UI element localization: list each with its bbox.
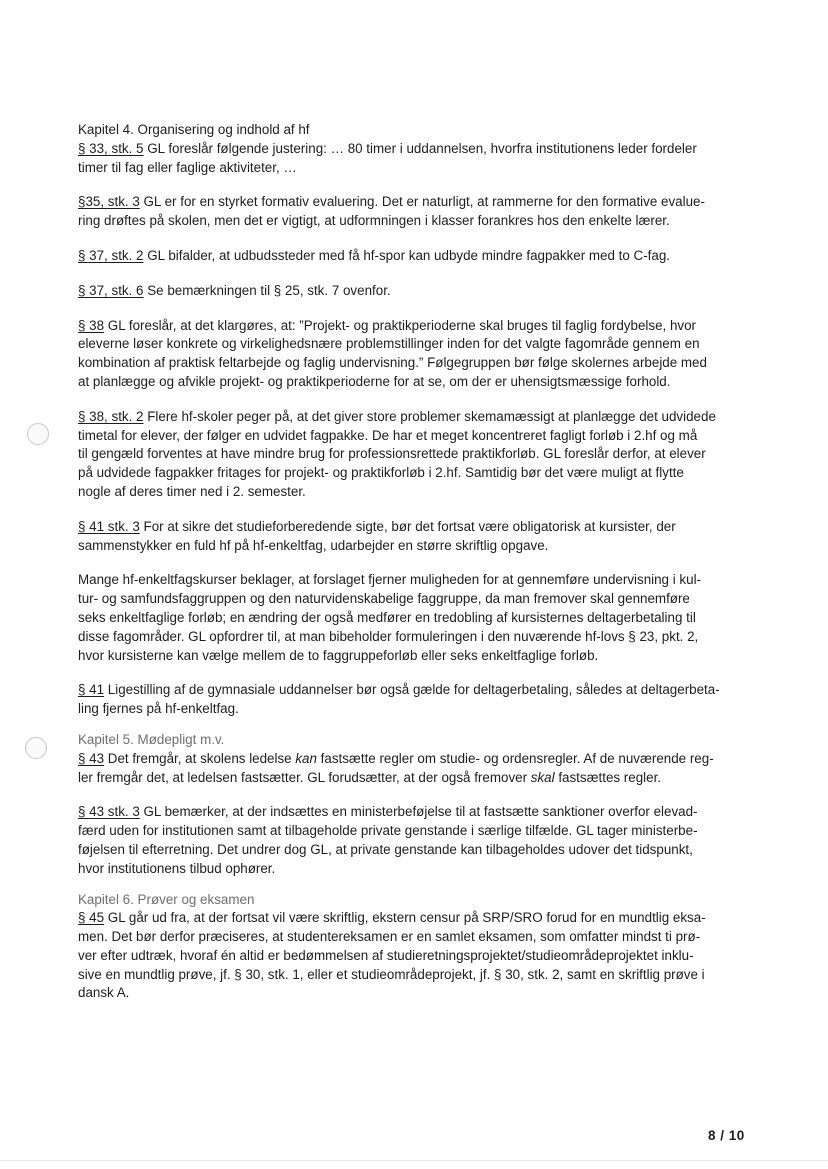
section-ref: § 41 — [78, 682, 105, 698]
paragraph-37-2: § 37, stk. 2 GL bifalder, at udbudssteder med få hf-spor kan udbyde mindre fagpakker med to C-fag. — [78, 247, 671, 263]
section-ref: § 41 stk. 3 — [78, 518, 140, 534]
paragraph-45: § 45 GL går ud fra, at der fortsat vil være skriftlig, ekstern censur på SRP/SRO forud for en mundtlig eksa- men. Det bør derfor præciseres, at studentereksamen er en samlet eksamen, som omfatter mindst ti prø- ver efter udtræk, hvoraf én altid er bedømmelsen af studieretningsprojektet/studieområdeprojektet inklu- sive en mundtlig prøve, jf. § 30, stk. 1, eller et studieområdeprojekt, jf. § 30, stk. 2, samt en skriftlig prøve i dansk A. — [78, 910, 706, 1001]
chapter-5-heading: Kapitel 5. Mødepligt m.v. — [78, 731, 225, 747]
paragraph-43: § 43 Det fremgår, at skolens ledelse kan fastsætte regler om studie- og ordensregler. Af de nuværende reg- ler fremgår det, at ledelsen fastsætter. GL forudsætter, at der også fremover skal fastsættes regler. — [78, 750, 714, 785]
paragraph-37-6: § 37, stk. 6 Se bemærkningen til § 25, stk. 7 ovenfor. — [78, 282, 391, 298]
section-ref: § 37, stk. 2 — [78, 247, 144, 263]
section-ref: § 38, stk. 2 — [78, 408, 144, 424]
paragraph-35-3: §35, stk. 3 GL er for en styrket formativ evaluering. Det er naturligt, at rammerne for den formative evalue- ring drøftes på skolen, men det er vigtigt, at udformningen i klasser forankres hos den enkelte lærer. — [78, 194, 705, 229]
punch-hole-upper — [27, 423, 49, 445]
section-ref: § 33, stk. 5 — [78, 140, 144, 156]
paragraph-41: § 41 Ligestilling af de gymnasiale uddannelser bør også gælde for deltagerbetaling, således at deltagerbeta- ling fjernes på hf-enkeltfag. — [78, 682, 720, 717]
section-ref: § 38 — [78, 317, 105, 333]
paragraph-43-3: § 43 stk. 3 GL bemærker, at der indsættes en ministerbeføjelse til at fastsætte sanktioner overfor elevad- færd uden for institutionen samt at tilbageholde private genstande i særlige tilfælde. GL tager ministerbe- føjelsen til efterretning. Det undrer dog GL, at private genstande kan tilbageholdes udover det tidspunkt, hvor institutionens tilbud ophører. — [78, 804, 698, 876]
chapter-4-heading: Kapitel 4. Organisering og indhold af hf — [78, 122, 310, 137]
document-body — [78, 121, 750, 1003]
punch-hole-lower — [25, 737, 47, 759]
section-ref: § 37, stk. 6 — [78, 282, 144, 298]
section-ref: §35, stk. 3 — [78, 194, 140, 210]
section-ref: § 45 — [78, 910, 105, 926]
paragraph-38-2: § 38, stk. 2 Flere hf-skoler peger på, at det giver store problemer skemamæssigt at planlægge det udvidede timetal for elever, der følger en udvidet fagpakke. De har et meget koncentreret fagligt forløb i 2.hf og må til gengæld forventes at have mindre brug for professionsrettede praktikforløb. GL foreslår derfor, at elever på udvidede fagpakker fritages for projekt- og praktikforløb i 2.hf. Samtidig bør det være muligt at flytte nogle af deres timer ned i 2. semester. — [78, 408, 716, 499]
paragraph-enkeltfag: Mange hf-enkeltfagskurser beklager, at forslaget fjerner muligheden for at gennemføre undervisning i kul- tur- og samfundsfaggruppen og den naturvidenskabelige faggruppe, da man fremover skal gennemføre seks enkeltfaglige forløb; en ændring der også medfører en tredobling af kursisternes deltagerbetaling til disse fagområder. GL opfordrer til, at man bibeholder formuleringen i den nuværende hf-lovs § 23, pkt. 2, hvor kursisterne kan vælge mellem de to faggruppeforløb eller seks enkeltfaglige forløb. — [78, 572, 701, 663]
section-ref: § 43 — [78, 750, 105, 766]
section-ref: § 43 stk. 3 — [78, 804, 140, 820]
chapter-6-heading: Kapitel 6. Prøver og eksamen — [78, 891, 255, 907]
paragraph-33-5: § 33, stk. 5 GL foreslår følgende justering: … 80 timer i uddannelsen, hvorfra institutionens leder fordeler timer til fag eller faglige aktiviteter, … — [78, 140, 697, 175]
paragraph-41-3: § 41 stk. 3 For at sikre det studieforberedende sigte, bør det fortsat være obligatorisk at kursister, der sammenstykker en fuld hf på hf-enkeltfag, udarbejder en større skriftlig opgave. — [78, 518, 676, 553]
page-bottom-edge — [0, 1160, 828, 1161]
page-number: 8 / 10 — [708, 1128, 745, 1143]
paragraph-38: § 38 GL foreslår, at det klargøres, at: ”Projekt- og praktikperioderne skal bruges til faglig fordybelse, hvor eleverne løser konkrete og virkelighedsnære problemstillinger inden for det valgte fagområde gennem en kombination af praktisk feltarbejde og faglig undervisning.” Følgegruppen bør følge skolernes arbejde med at planlægge og afvikle projekt- og praktikperioderne for at se, om der er uhensigtsmæssige forhold. — [78, 317, 707, 389]
